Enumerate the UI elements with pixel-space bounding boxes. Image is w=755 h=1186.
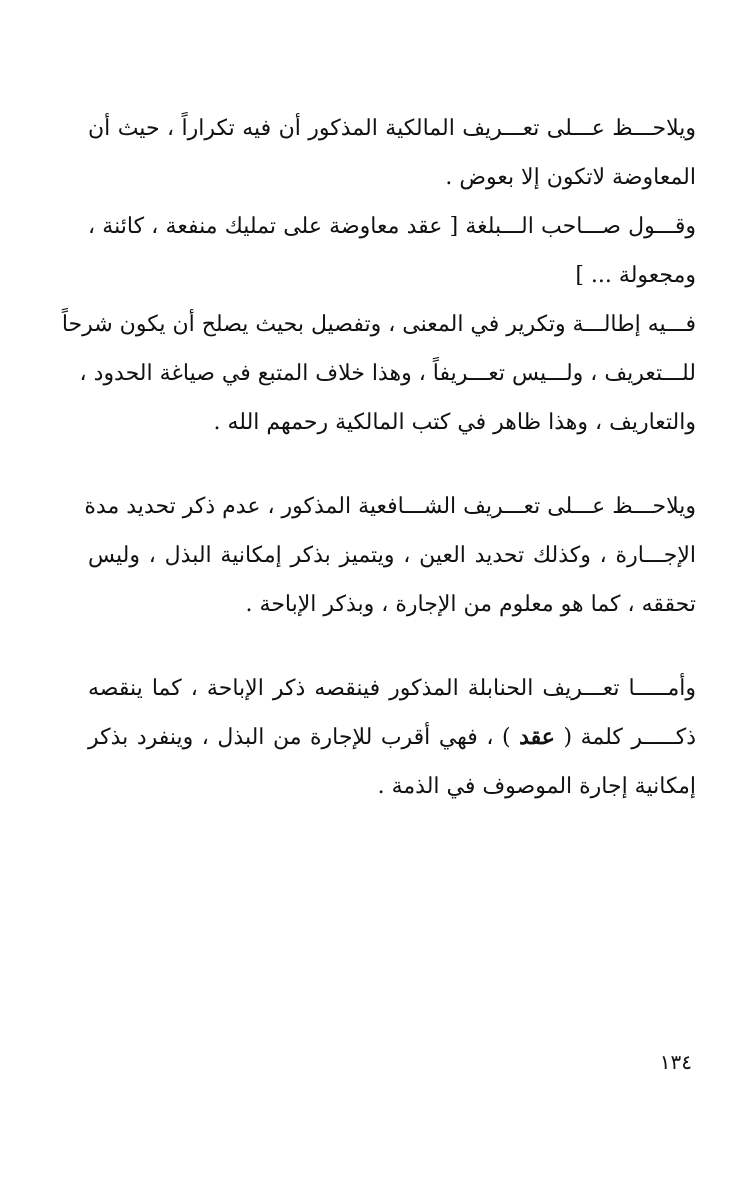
paragraph-balagha-critique (61, 300, 696, 447)
text-line: ويلاحـــظ عـــلى تعـــريف المالكية المذكور أن فيه تكراراً ، حيث أن (88, 116, 696, 141)
bold-term: عقد (519, 724, 555, 750)
text-segment: ) ، فهي أقرب للإجارة من البذل ، وينفرد بذكر (88, 725, 520, 750)
text-line: للـــتعريف ، ولـــيس تعـــريفاً ، وهذا خلاف المتبع في صياغة الحدود ، (79, 361, 696, 386)
text-line: فـــيه إطالـــة وتكرير في المعنى ، وتفصيل بحيث يصلح أن يكون شرحاً (61, 312, 696, 337)
paragraph-balagha-quote (88, 202, 696, 300)
paragraph-hanbali-definition (88, 664, 696, 811)
text-line: ويلاحـــظ عـــلى تعـــريف الشـــافعية المذكور ، عدم ذكر تحديد مدة (84, 494, 696, 519)
text-line: تحققه ، كما هو معلوم من الإجارة ، وبذكر الإباحة . (245, 592, 696, 617)
text-line: والتعاريف ، وهذا ظاهر في كتب المالكية رحمهم الله . (213, 410, 696, 435)
text-line: إمكانية إجارة الموصوف في الذمة . (377, 774, 696, 799)
text-line: ومجعولة ... ] (575, 263, 696, 288)
text-segment: ذكـــــر كلمة ( (554, 725, 697, 750)
text-line-with-bold (88, 713, 696, 762)
text-line: الإجـــارة ، وكذلك تحديد العين ، ويتميز بذكر إمكانية البذل ، وليس (88, 543, 696, 568)
text-line: المعاوضة لاتكون إلا بعوض . (445, 165, 696, 190)
paragraph-shafii-definition (84, 482, 696, 629)
page-number: ١٣٤ (659, 1050, 692, 1074)
text-line: وأمـــــا تعـــريف الحنابلة المذكور فينقصه ذكر الإباحة ، كما ينقصه (88, 676, 696, 701)
text-line: وقـــول صـــاحب الـــبلغة [ عقد معاوضة على تمليك منفعة ، كائنة ، (88, 214, 696, 239)
paragraph-maliki-definition (88, 104, 696, 202)
